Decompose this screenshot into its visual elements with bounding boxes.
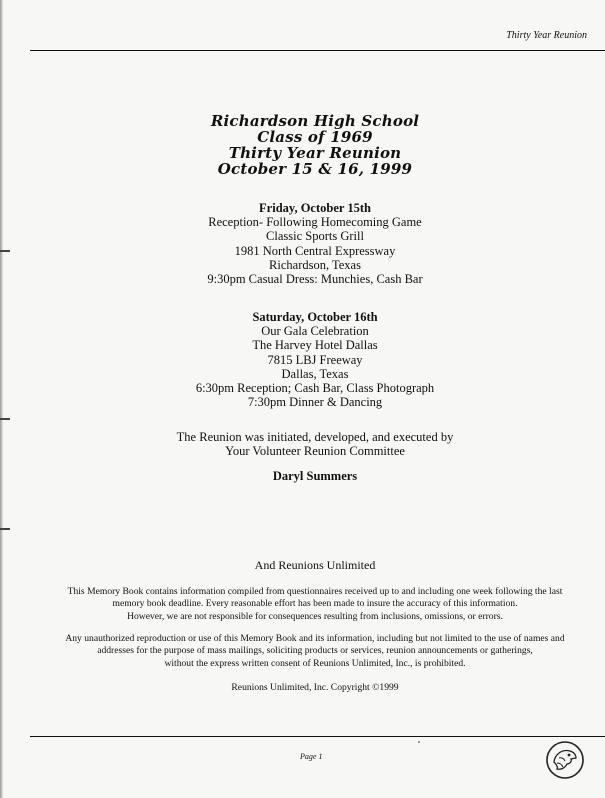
saturday-event: [0, 310, 605, 409]
notice-line: Any unauthorized reproduction or use of this Memory Book and its information, including but not limited to the use of names and: [65, 633, 565, 644]
header-rule: [30, 50, 605, 51]
notice-line: addresses for the purpose of mass mailings, soliciting products or services, reunion announcements or gatherings,: [97, 645, 533, 657]
friday-line: 9:30pm Casual Dress: Munchies, Cash Bar: [207, 272, 423, 287]
page-number: Page 1: [300, 752, 323, 761]
saturday-line: 7:30pm Dinner & Dancing: [247, 395, 383, 410]
friday-event: [0, 201, 605, 286]
committee-member-name: Daryl Summers: [272, 469, 358, 483]
copyright-notice: Reunions Unlimited, Inc. Copyright ©1999: [231, 682, 399, 693]
credit-line: The Reunion was initiated, developed, and executed by: [176, 430, 454, 444]
notice-line: without the express written consent of Reunions Unlimited, Inc., is prohibited.: [164, 657, 466, 669]
document-title: [0, 113, 605, 177]
saturday-line: Our Gala Celebration: [261, 324, 369, 339]
title-line: Class of 1969: [257, 128, 373, 146]
saturday-heading: Saturday, October 16th: [252, 310, 378, 324]
disclaimer-line: However, we are not responsible for consequences resulting from inclusions, omissions, or errors.: [127, 610, 503, 622]
eagle-head-icon: [545, 740, 585, 780]
saturday-line: The Harvey Hotel Dallas: [252, 338, 378, 353]
scan-mark: [0, 418, 10, 420]
organizer-credit: And Reunions Unlimited: [254, 558, 376, 572]
reproduction-notice: [20, 633, 605, 670]
accuracy-disclaimer: [20, 586, 605, 623]
scan-speck: [418, 741, 420, 743]
title-line: Richardson High School: [210, 112, 420, 130]
saturday-line: Dallas, Texas: [281, 366, 349, 381]
running-header: Thirty Year Reunion: [506, 30, 587, 41]
friday-line: Classic Sports Grill: [266, 229, 364, 244]
friday-line: Reception- Following Homecoming Game: [208, 215, 422, 230]
friday-line: 1981 North Central Expressway: [234, 243, 396, 258]
footer-rule: [30, 736, 605, 737]
scan-mark: [0, 528, 10, 530]
disclaimer-line: memory book deadline. Every reasonable effort has been made to insure the accuracy of this information.: [112, 598, 518, 610]
saturday-line: 6:30pm Reception; Cash Bar, Class Photograph: [195, 381, 435, 396]
title-line: Thirty Year Reunion: [228, 144, 402, 162]
committee-credit: [0, 430, 605, 458]
friday-heading: Friday, October 15th: [259, 201, 371, 215]
credit-line: Your Volunteer Reunion Committee: [225, 444, 405, 459]
saturday-line: 7815 LBJ Freeway: [267, 352, 363, 367]
title-line: October 15 & 16, 1999: [217, 160, 413, 178]
disclaimer-line: This Memory Book contains information compiled from questionnaires received up to and including one week following the last: [67, 586, 563, 597]
friday-line: Richardson, Texas: [269, 257, 361, 272]
